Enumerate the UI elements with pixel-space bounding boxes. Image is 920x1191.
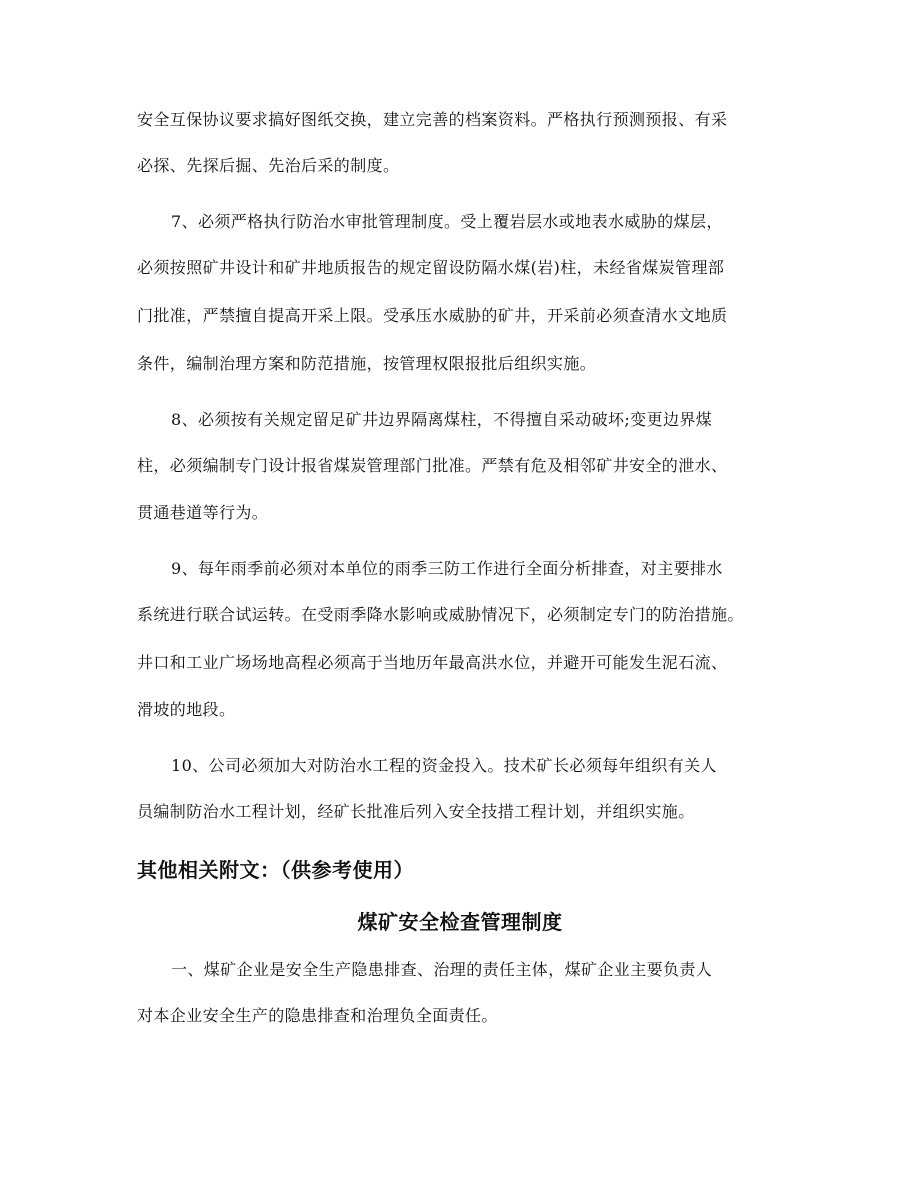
paragraph-line: 8、必须按有关规定留足矿井边界隔离煤柱，不得擅自采动破坏;变更边界煤	[171, 410, 713, 429]
paragraph-line: 系统进行联合试运转。在受雨季降水影响或威胁情况下，必须制定专门的防治措施。	[137, 605, 744, 624]
paragraph-line: 柱，必须编制专门设计报省煤炭管理部门批准。严禁有危及相邻矿井安全的泄水、	[137, 456, 728, 475]
paragraph-line: 员编制防治水工程计划，经矿长批准后列入安全技措工程计划，并组织实施。	[137, 802, 695, 821]
paragraph-line: 井口和工业广场场地高程必须高于当地历年最高洪水位，并避开可能发生泥石流、	[137, 653, 728, 672]
paragraph-line: 门批准，严禁擅自提高开采上限。受承压水威胁的矿井，开采前必须查清水文地质	[137, 306, 728, 325]
paragraph-line: 安全互保协议要求搞好图纸交换，建立完善的档案资料。严格执行预测预报、有采	[137, 110, 728, 129]
appendix-heading: 其他相关附文：（供参考使用）	[137, 858, 414, 882]
paragraph-line: 7、必须严格执行防治水审批管理制度。受上覆岩层水或地表水威胁的煤层，	[171, 212, 723, 231]
paragraph-line: 条件，编制治理方案和防范措施，按管理权限报批后组织实施。	[137, 354, 597, 373]
paragraph-line: 9、每年雨季前必须对本单位的雨季三防工作进行全面分析排查，对主要排水	[171, 559, 723, 578]
paragraph-line: 必探、先探后掘、先治后采的制度。	[137, 156, 400, 175]
paragraph-line: 必须按照矿井设计和矿井地质报告的规定留设防隔水煤(岩)柱，未经省煤炭管理部	[137, 258, 725, 277]
paragraph-line: 贯通巷道等行为。	[137, 503, 269, 522]
paragraph-line: 对本企业安全生产的隐患排查和治理负全面责任。	[137, 1006, 498, 1025]
paragraph-line: 滑坡的地段。	[137, 700, 236, 719]
document-title: 煤矿安全检查管理制度	[357, 910, 563, 934]
paragraph-line: 一、煤矿企业是安全生产隐患排查、治理的责任主体，煤矿企业主要负责人	[171, 960, 713, 979]
paragraph-line: 10、公司必须加大对防治水工程的资金投入。技术矿长必须每年组织有关人	[171, 756, 717, 775]
